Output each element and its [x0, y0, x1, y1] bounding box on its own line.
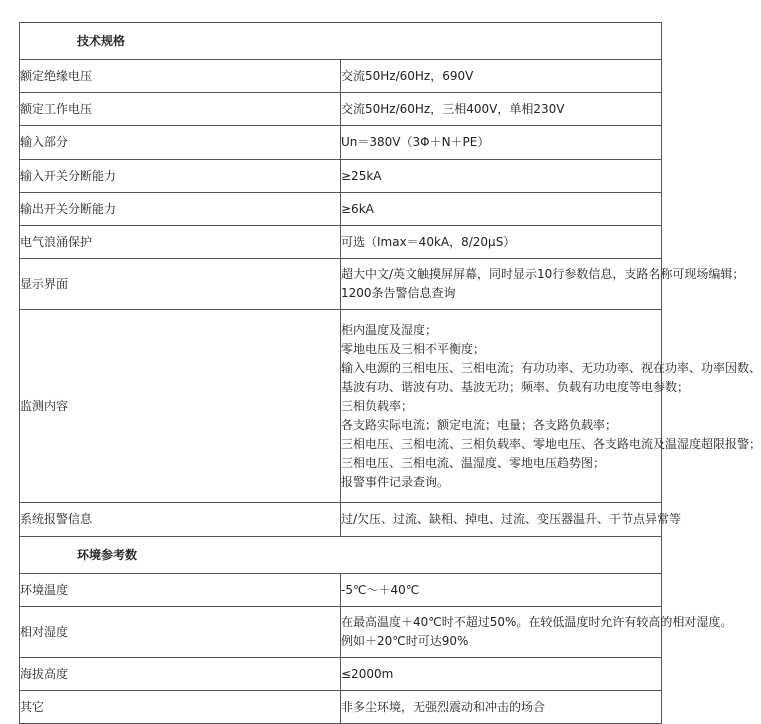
spec-value-line: 输入电源的三相电压、三相电流；有功功率、无功功率、视在功率、功率因数、 [341, 360, 761, 375]
spec-value [341, 691, 662, 724]
spec-table [19, 22, 761, 724]
spec-value [341, 93, 662, 126]
spec-key: 相对湿度 [20, 607, 341, 658]
spec-key: 额定绝缘电压 [20, 60, 341, 93]
spec-key: 额定工作电压 [20, 93, 341, 126]
spec-value [341, 226, 662, 259]
spec-key: 输出开关分断能力 [20, 193, 341, 226]
spec-key: 系统报警信息 [20, 503, 341, 537]
spec-value-line: 在最高温度＋40℃时不超过50%。在较低温度时允许有较高的相对湿度。 [341, 615, 733, 629]
section-title: 技术规格 [20, 23, 662, 60]
spec-value [341, 607, 733, 658]
table-row [20, 226, 662, 259]
spec-value-line: 1200条告警信息查询 [341, 286, 456, 300]
table-row [20, 310, 662, 503]
spec-key: 环境温度 [20, 574, 341, 607]
spec-value-line: 可选（Imax＝40kA，8/20μS） [341, 234, 516, 249]
table-row [20, 160, 662, 193]
spec-key: 输入开关分断能力 [20, 160, 341, 193]
spec-value [341, 259, 745, 310]
spec-value-line: 过/欠压、过流、缺相、掉电、过流、变压器温升、干节点异常等 [341, 512, 682, 526]
spec-value [341, 160, 662, 193]
spec-value-line: 柜内温度及湿度； [341, 322, 438, 337]
spec-value-line: 基波有功、谐波有功、基波无功；频率、负载有功电度等电参数； [341, 379, 690, 394]
spec-value [341, 126, 662, 160]
spec-value-line: 零地电压及三相不平衡度； [341, 341, 486, 356]
spec-value-line: ≥25kA [341, 168, 382, 183]
spec-key: 输入部分 [20, 126, 341, 160]
spec-key: 监测内容 [20, 310, 341, 503]
spec-value [341, 310, 761, 503]
spec-value-line: 交流50Hz/60Hz，三相400V，单相230V [341, 101, 565, 116]
spec-key: 显示界面 [20, 259, 341, 310]
section-header [20, 537, 662, 574]
section-title: 环境参考数 [20, 537, 662, 574]
spec-value [341, 193, 662, 226]
table-row [20, 193, 662, 226]
spec-table-body [20, 23, 761, 724]
spec-value [341, 574, 662, 607]
table-row [20, 691, 662, 724]
table-row [20, 607, 662, 658]
spec-value-line: 三相负载率； [341, 398, 414, 413]
spec-value-line: ≤2000m [341, 666, 394, 681]
spec-value-line: 报警事件记录查询。 [341, 474, 450, 489]
spec-value-line: -5℃～＋40℃ [341, 582, 420, 597]
spec-value [341, 60, 662, 93]
section-header [20, 23, 662, 60]
table-row [20, 60, 662, 93]
spec-value-line: 例如＋20℃时可达90% [341, 634, 469, 648]
table-row [20, 126, 662, 160]
spec-value [341, 503, 682, 537]
spec-key: 海拔高度 [20, 658, 341, 691]
table-row [20, 503, 662, 537]
spec-key: 其它 [20, 691, 341, 724]
spec-value [341, 658, 662, 691]
table-row [20, 259, 662, 310]
spec-value-line: 三相电压、三相电流、温湿度、零地电压趋势图； [341, 455, 606, 470]
spec-value-line: 交流50Hz/60Hz，690V [341, 68, 474, 83]
spec-value-line: 超大中文/英文触摸屏屏幕，同时显示10行参数信息，支路名称可现场编辑； [341, 267, 745, 281]
table-row [20, 93, 662, 126]
spec-value-line: ≥6kA [341, 201, 374, 216]
spec-value-line: 非多尘环境，无强烈震动和冲击的场合 [341, 699, 546, 714]
spec-value-line: Un＝380V（3Φ＋N＋PE） [341, 135, 490, 149]
table-row [20, 574, 662, 607]
table-row [20, 658, 662, 691]
spec-key: 电气浪涌保护 [20, 226, 341, 259]
spec-value-line: 各支路实际电流；额定电流；电量；各支路负载率； [341, 417, 618, 432]
spec-value-line: 三相电压、三相电流、三相负载率、零地电压、各支路电流及温湿度超限报警； [341, 436, 761, 451]
